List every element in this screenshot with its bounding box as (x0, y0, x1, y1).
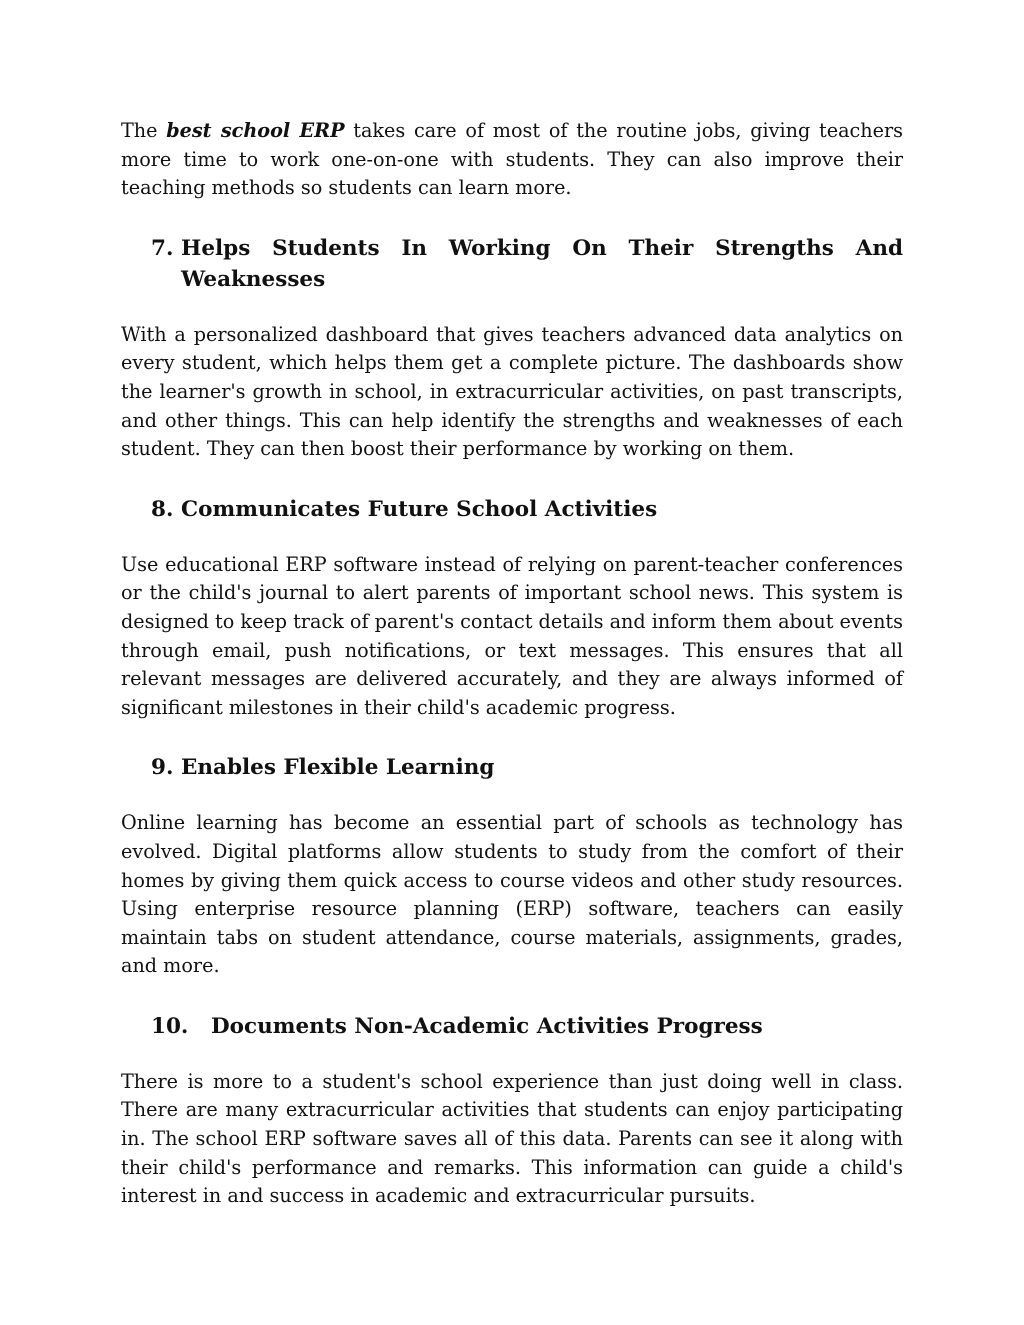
section-number: 10. (151, 1013, 189, 1039)
section-heading-8 (121, 494, 903, 525)
section-body-10: There is more to a student's school experience than just doing well in class. There are many extracurricular activities that students can enjoy participating in. The school ERP software saves all of this data. Parents can see it along with their child's performance and remarks. This information can guide a child's interest in and success in academic and extracurricular pursuits. (121, 1069, 903, 1208)
intro-lead: The (121, 119, 167, 142)
section-title: Helps Students In Working On Their Strengths And Weaknesses (181, 235, 903, 292)
section-body-9: Online learning has become an essential part of schools as technology has evolved. Digital platforms allow students to study from the comfort of their homes by giving them quick access to course videos and other study resources. Using enterprise resource planning (ERP) software, teachers can easily maintain tabs on student attendance, course materials, assignments, grades, and more. (121, 811, 903, 978)
section-number: 9. (151, 755, 174, 781)
section-body-8: Use educational ERP software instead of relying on parent-teacher conferences or the child's journal to alert parents of important school news. This system is designed to keep track of parent's contact details and inform them about events through email, push notifications, or text messages. This ensures that all relevant messages are delivered accurately, and they are always informed of significant milestones in their child's academic progress. (121, 552, 903, 719)
intro-paragraph (121, 117, 903, 203)
section-heading-7 (121, 233, 903, 295)
section-number: 7. (151, 235, 174, 261)
section-title: Documents Non-Academic Activities Progress (211, 1013, 763, 1039)
section-title: Enables Flexible Learning (181, 755, 495, 781)
section-title: Communicates Future School Activities (181, 496, 658, 522)
section-body-7: With a personalized dashboard that gives teachers advanced data analytics on every student, which helps them get a complete picture. The dashboards show the learner's growth in school, in extracurricular activities, on past transcripts, and other things. This can help identify the strengths and weaknesses of each student. They can then boost their performance by working on them. (121, 322, 903, 461)
intro-emphasis: best school ERP (166, 119, 345, 142)
intro-rest: takes care of most of the routine jobs, giving teachers more time to work one-on-one with students. They can also improve their teaching methods so students can learn more. (121, 119, 903, 200)
section-heading-9 (121, 752, 903, 783)
section-heading-10 (121, 1011, 903, 1042)
document-page (121, 117, 903, 1211)
section-number: 8. (151, 496, 174, 522)
